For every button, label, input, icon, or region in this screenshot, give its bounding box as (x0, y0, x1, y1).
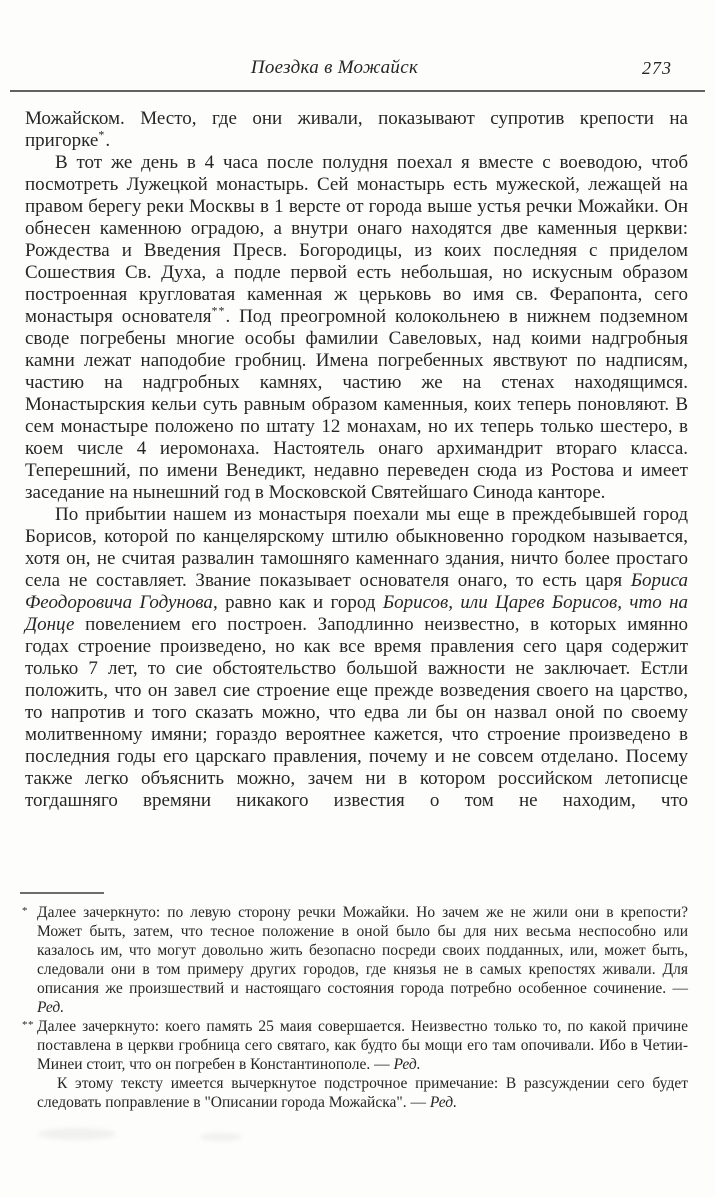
page-header (25, 56, 688, 80)
footnote (22, 1017, 688, 1074)
page-number: 273 (642, 58, 672, 78)
italic-text-run: Ред. (393, 1056, 421, 1073)
footnote (22, 903, 688, 1017)
footnote-separator (20, 892, 104, 894)
text-run: повелением его построен. Заподлинно неизвестно, в которых имянно годах строение произведено, но как все время правления сего царя содержит только 7 лет, то сие обстоятельство большой важности не заключает. Естли положить, что он завел сие строение еще прежде возведения своего на царство, то напротив и того сказать можно, что едва ли бы он назвал оной по своему молитвенному имяни; гораздо вероятнее кажется, что строение произведено в последния годы его царскаго правления, почему и не совсем отделано. Посему также легко объяснить можно, зачем ни в котором российском летописце тогдашняго времяни никакого известия о том не находим, что (25, 614, 688, 811)
paragraph (25, 152, 688, 504)
text-run: . Под преогромной колокольнею в нижнем подземном своде погребены многие особы фамилии Савеловых, над коими надгробныя камни лежат наподобие гробниц. Имена погребенных явствуют по надписям, частию на надгробных камнях, частию же на стенах находящимся. Монастырския кельи суть равным образом каменныя, коих теперь поновляют. В сем монастыре положено по штату 12 монахам, но их теперь только шестеро, в коем числе 4 иеромонаха. Настоятель онаго архимандрит втораго класса. Теперешний, по имени Венедикт, недавно переведен сюда из Ростова и имеет заседание на нынешний год в Московской Святейшаго Синода канторе. (25, 306, 688, 503)
italic-text-run: Ред. (37, 999, 65, 1016)
footnote-marker: * (22, 905, 28, 917)
italic-text-run: Борисов, или Царев Борисов, что на Донце (25, 592, 688, 635)
text-run: . (105, 130, 111, 151)
main-text (25, 108, 688, 878)
footnote-reference: ** (211, 303, 226, 318)
text-run: В тот же день в 4 часа после полудня поехал я вместе с воеводою, чтоб посмотреть Лужецкой монастырь. Сей монастырь есть мужеской, лежащей на правом берегу реки Москвы в 1 версте от города выше устья речки Можайки. Он обнесен каменною оградою, а внутри онаго находятся две каменныя церкви: Рождества и Введения Пресв. Богородицы, из коих последняя с приделом Сошествия Св. Духа, а подле первой есть небольшая, но искусным образом построенная кругловатая каменная ж церьковь во имя св. Ферапонта, сего монастыря основателя (25, 152, 688, 327)
text-run: , равно как и город (212, 592, 383, 613)
header-rule (10, 90, 705, 92)
text-run: Далее зачеркнуто: по левую сторону речки Можайки. Но зачем же не жили они в крепости? Может быть, затем, что тесное положение в оной было бы для них весьма неспособно или казалось им, что могут довольно жить безопасно посреди своих подданных, или, может быть, следовали они в том примеру других городов, где князья не в самых крепостях живали. Для описания же произшествий и настоящаго состояния города потребно особенное сочинение. — (37, 904, 688, 997)
text-run: По прибытии нашем из монастыря поехали мы еще в преждебывшей город Борисов, которой по канцелярскому штилю обыкновенно городком называется, хотя он, не считая развалин тамошняго каменнаго здания, ничто более простаго села не составляет. Звание показывает основателя онаго, то есть царя (25, 504, 688, 591)
running-title: Поездка в Можайск (250, 57, 419, 78)
footnote-marker: ** (22, 1019, 34, 1031)
text-run: К этому тексту имеется вычеркнутое подстрочное примечание: В разсуждении сего будет следовать поправление в "Описании города Можайска". — (37, 1075, 688, 1111)
text-run: Далее зачеркнуто: коего память 25 маия совершается. Неизвестно только то, по какой причине поставлена в церкви гробница сего святаго, как будто бы мощи его там опочивали. Ибо в Четии-Минеи стоит, что он погребен в Константинополе. — (37, 1018, 688, 1073)
footnotes (22, 903, 688, 1112)
footnote (37, 1074, 688, 1112)
scan-smudge (200, 1133, 242, 1141)
footnote-reference: * (98, 127, 106, 142)
scan-smudge (38, 1128, 116, 1140)
text-run: Можайском. Место, где они живали, показывают супротив крепости на пригорке (25, 108, 688, 151)
paragraph (25, 504, 688, 812)
italic-text-run: Бориса Феодоровича Годунова (25, 570, 688, 613)
paragraph (25, 108, 688, 152)
italic-text-run: Ред. (429, 1094, 457, 1111)
